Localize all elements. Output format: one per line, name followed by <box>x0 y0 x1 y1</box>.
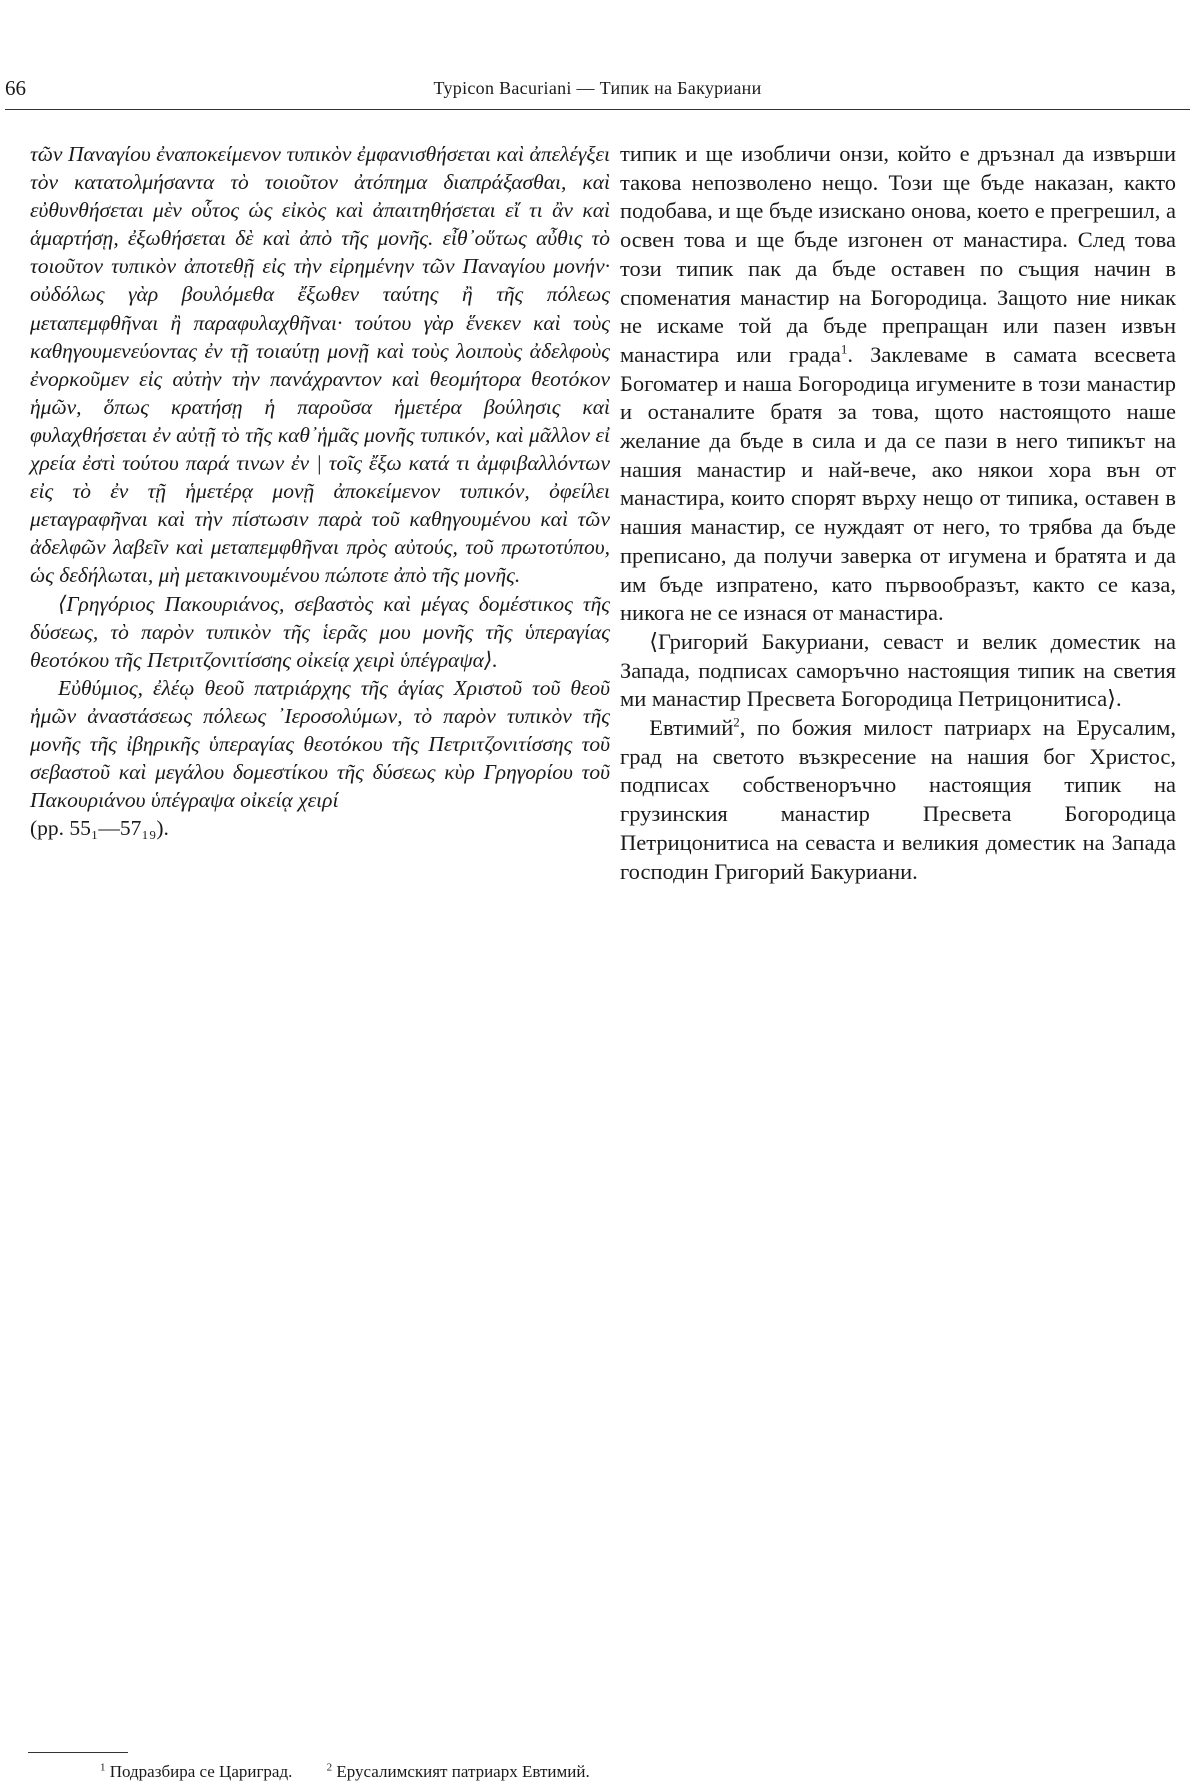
header-rule <box>5 109 1190 110</box>
footnote-1 <box>100 1762 292 1781</box>
greek-paragraph-3 <box>30 674 610 843</box>
footnote-ref-1: 1 <box>840 341 848 357</box>
footnote-2-marker: 2 <box>326 1761 333 1774</box>
footnote-rule <box>28 1752 128 1753</box>
page-number: 66 <box>5 76 26 100</box>
bulgarian-translation-column <box>620 140 1176 886</box>
page-header <box>5 74 1190 110</box>
greek-paragraph-1: τῶν Παναγίου ἐναποκείμενον τυπικὸν ἐμφανισθήσεται καὶ ἀπελέγξει τὸν κατατολμήσαντα τὸ τοιοῦτον ἀτόπημα διαπράξασθαι, καὶ εὐθυνθήσεται μὲν οὗτος ὡς εἰκὸς καὶ ἀπαιτηθήσεται εἴ τι ἂν καὶ ἁμαρτήσῃ, ἐξωθήσεται δὲ καὶ ἀπὸ τῆς μονῆς. εἶθ᾽οὕτως αὖθις τὸ τοιοῦτον τυπικὸν ἀποτεθῇ εἰς τὴν εἰρημένην τῶν Παναγίου μονήν· οὐδόλως γὰρ βουλόμεθα ἔξωθεν ταύτης ἢ τῆς πόλεως μεταπεμφθῆναι ἢ παραφυλαχθῆναι· τούτου γὰρ ἕνεκεν καὶ τοὺς καθηγουμενεύοντας ἐν τῇ τοιαύτῃ μονῇ καὶ τοὺς λοιποὺς ἀδελφοὺς ἐνορκοῦμεν εἰς αὐτὴν τὴν πανάχραντον καὶ θεομήτορα θεοτόκον ἡμῶν, ὅπως κρατήσῃ ἡ παροῦσα ἡμετέρα βούλησις καὶ φυλαχθήσεται ἐν αὐτῇ τὸ τῆς καθ᾽ἡμᾶς μονῆς τυπικόν, καὶ μᾶλλον εἰ χρεία ἐστὶ τούτου παρά τινων ἐν | τοῖς ἔξω κατά τι ἀμφιβαλλόντων εἰς τὸ ἐν τῇ ἡμετέρᾳ μονῇ ἀποκείμενον τυπικόν, ὀφείλει μεταγραφῆναι καὶ τὴν πίστωσιν παρὰ τοῦ καθηγουμένου καὶ τῶν ἀδελφῶν λαβεῖν καὶ μεταπεμφθῆναι πρὸς αὐτούς, τοῦ πρωτοτύπου, ὡς δεδήλωται, μὴ μετακινουμένου πώποτε ἀπὸ τῆς μονῆς. <box>30 142 610 588</box>
footnote-1-text: Подразбира се Цариград. <box>109 1762 293 1781</box>
footnote-ref-2: 2 <box>733 714 740 730</box>
running-title: Typicon Bacuriani — Типик на Бакуриани <box>433 78 762 98</box>
bulgarian-paragraph-3-part-a: Евтимий <box>649 715 734 741</box>
greek-paragraph-3-text: Εὐθύμιος, ἐλέῳ θεοῦ πατριάρχης τῆς ἁγίας Χριστοῦ τοῦ θεοῦ ἡμῶν ἀναστάσεως πόλεως ᾿Ιεροσολύμων, τὸ παρὸν τυπικὸν τῆς μονῆς τῆς ἰβηρικῆς ὑπεραγίας θεοτόκου τῆς Πετριτζονιτίσσης τοῦ σεβαστοῦ καὶ μεγάλου δομεστίκου τῆς δύσεως κὺρ Γρηγορίου τοῦ Πακουριάνου ὑπέγραψα οἰκείᾳ χειρί <box>30 675 610 813</box>
bulgarian-paragraph-1-part-b: . Заклеваме в самата всесвета Богоматер и наша Богородица игумените в този манастир и останалите братя за това, щото настоящото наше желание да бъде в сила и да се пази в него типикът на нашия манастир и най-вече, ако някои хора вън от манастира, които спорят върху нещо от типика, оставен в нашия манастир, се нуждаят от него, то трябва да бъде преписано, да получи заверка от игумена и братята и да им бъде изпратено, като първообразът, както се каза, никога не се изнася от манастира. <box>620 341 1176 626</box>
footnote-2-text: Ерусалимският патриарх Евтимий. <box>336 1762 590 1781</box>
greek-text-column <box>30 140 610 842</box>
source-citation: (pp. 55₁—57₁₉). <box>30 816 169 841</box>
bulgarian-paragraph-2: ⟨Григорий Бакуриани, севаст и велик доместик на Запада, подписах саморъчно настоящия типик на светия ми манастир Пресвета Богородица Петрицонитиса⟩. <box>620 628 1176 712</box>
footnotes <box>100 1762 620 1782</box>
bulgarian-paragraph-3 <box>620 714 1176 886</box>
bulgarian-paragraph-3-part-b: , по божия милост патриарх на Ерусалим, град на светото възкресение на нашия бог Христос, подписах собственоръчно настоящия типик на грузинския манастир Пресвета Богородица Петрицонитиса на севаста и великия доместик на Запада господин Григорий Бакуриани. <box>620 715 1176 884</box>
bulgarian-paragraph-1 <box>620 140 1176 628</box>
footnote-2 <box>327 1762 590 1781</box>
greek-paragraph-2: ⟨Γρηγόριος Πακουριάνος, σεβαστὸς καὶ μέγας δομέστικος τῆς δύσεως, τὸ παρὸν τυπικὸν τῆς ἱερᾶς μου μονῆς τῆς ὑπεραγίας θεοτόκου τῆς Πετριτζονιτίσσης οἰκείᾳ χειρὶ ὑπέγραψα⟩. <box>30 591 610 672</box>
footnote-1-marker: 1 <box>100 1761 106 1774</box>
bulgarian-paragraph-1-part-a: типик и ще изобличи онзи, който е дръзнал да извърши такова непозволено нещо. Този ще бъде наказан, както подобава, и ще бъде изискано онова, което е прегрешил, а освен това и ще бъде изгонен от манастира. След това този типик пак да бъде оставен по същия начин в споменатия манастир на Богородица. Защото ние никак не искаме той да бъде препращан или пазен извън манастира или града <box>620 141 1176 367</box>
